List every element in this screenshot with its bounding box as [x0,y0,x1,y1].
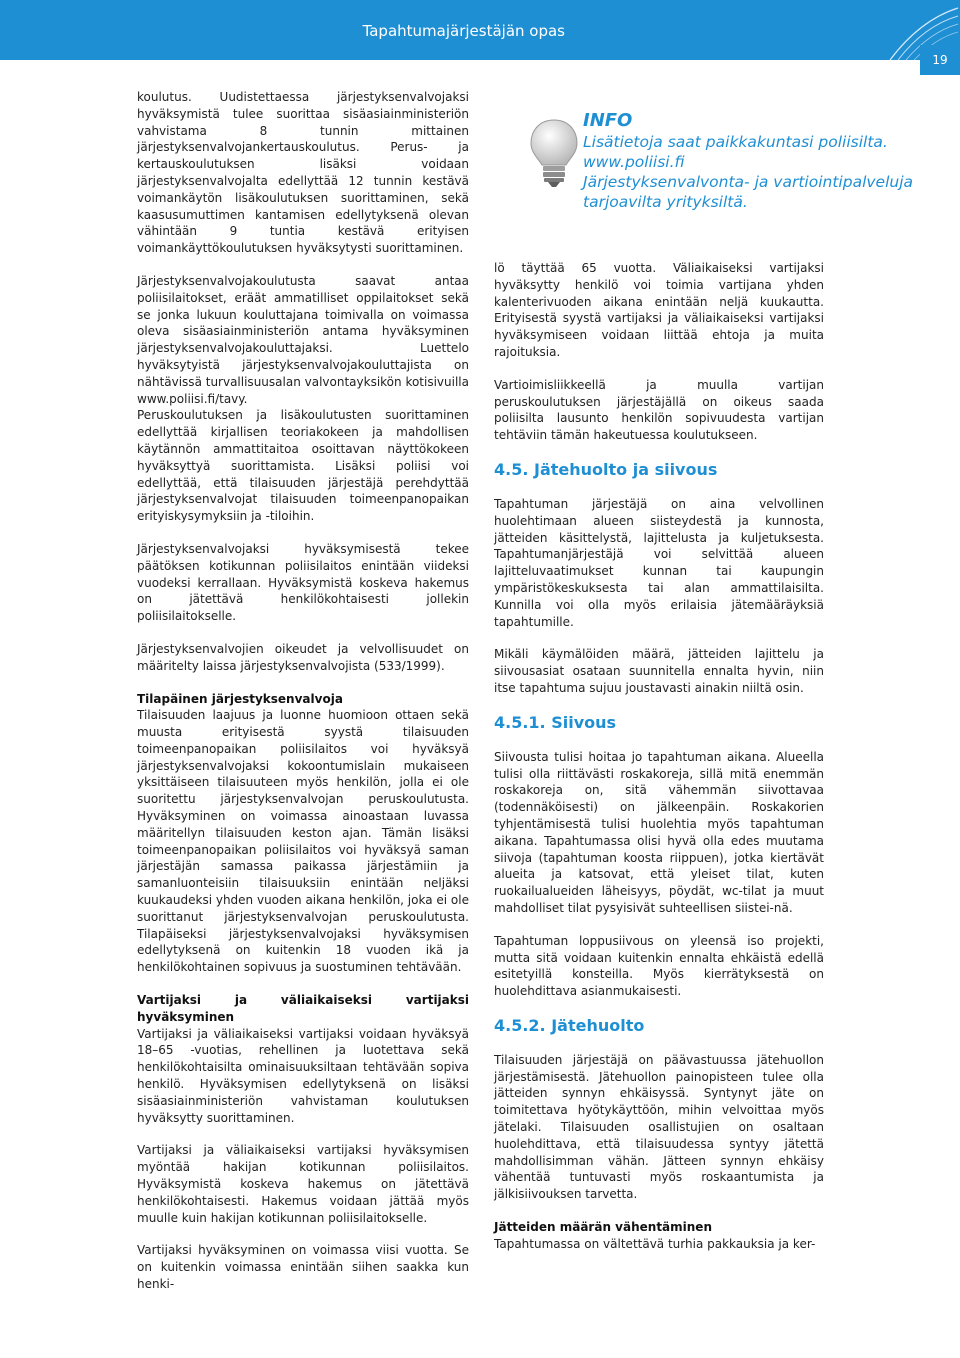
subheading: Tilapäinen järjestyksenvalvoja [137,691,343,706]
info-line: Lisätietoja saat paikkakuntasi poliisilta. [583,133,888,151]
paragraph: Järjestyksenvalvojaksi hyväksymisestä tekee päätöksen kotikunnan poliisilaitos enintään viideksi vuodeksi kerrallaan. Hyväksymistä koskeva hakemus on jätettävä henkilökohtaisesti jollekin poliisilaitokselle. [137,541,469,624]
page-number: 19 [920,45,960,75]
paragraph: Järjestyksenvalvojien oikeudet ja velvollisuudet on määritelty laissa järjestyksenvalvojista (533/1999). [137,641,469,673]
paragraph: Tapahtuman loppusiivous on yleensä iso projekti, mutta sitä voidaan kuitenkin ennalta ehkäistä edellä esitetyillä konsteilla. Myös kierrätyksestä on huolehdittava asianmukaisesti. [494,933,824,999]
right-column [494,260,824,1253]
paragraph: Tilaisuuden järjestäjä on päävastuussa jätehuollon järjestämisestä. Jätehuollon painopisteen tulee olla jätteiden synnyn ehkäisyssä. Syntynyt jäte on toimitettava hyötykäyttöön, mihin velvoittaa myös jätelaki. Tilaisuuden osallistujien on osaltaan huolehdittava, että tilaisuudessa syntyy jätettä mahdollisimman vähän. Jätteen synnyn ehkäisy vähentää tuntuvasti myös roskaantumista ja jälkisiivouksen tarvetta. [494,1052,824,1202]
info-line: tarjoavilta yrityksiltä. [583,193,748,211]
section-heading: 4.5.1. Siivous [494,712,617,732]
paragraph: Vartijaksi ja väliaikaiseksi vartijaksi hyväksymisen myöntää hakijan kotikunnan poliisilaitos. Hyväksymistä koskeva hakemus on jätettävä henkilökohtaisesti. Hakemus voidaan jättää myös muulle kuin hakijan kotikunnan poliisilaitokselle. [137,1143,469,1225]
paragraph: lö täyttää 65 vuotta. Väliaikaiseksi vartijaksi hyväksytty henkilö voi toimia vartijana yhden kalenterivuoden aikana enintään neljä kuukautta. Erityisestä syystä vartijaksi ja väliaikaiseksi vartijaksi hyväksymiseen voidaan liittää ehtoja ja muita rajoituksia. [494,261,824,359]
subheading: Vartijaksi ja väliaikaiseksi vartijaksi hyväksyminen [137,993,469,1024]
left-column [137,89,469,1293]
paragraph: Tapahtuman järjestäjä on aina velvollinen huolehtimaan alueen siisteydestä ja kunnosta, jätteiden käsittelystä, lajittelusta ja kuljetuksesta. Tapahtumanjärjestäjä voi selvittää alueen lajitteluvaatimukset kunnan tai kaupungin ympäristökeskuksesta tai alan ammattilaisilta. Kunnilla voi olla myös erilaisia jätemääräyksiä tapahtumille. [494,496,824,629]
lightbulb-icon [528,118,580,188]
subheading: Jätteiden määrän vähentäminen [494,1220,712,1235]
info-link[interactable]: www.poliisi.fi [583,153,685,171]
paragraph: Vartijaksi hyväksyminen on voimassa viisi vuotta. Se on kuitenkin voimassa enintään siihen saakka kun henki- [137,1243,469,1291]
info-label: INFO [583,110,633,131]
paragraph: Järjestyksenvalvojakoulutusta saavat antaa poliisilaitokset, eräät ammatilliset oppilaitokset sekä se jonka lukuun kouluttajana toimivalla on voimassa oleva sisäasiainministeriön antama hyväksyminen järjestyksenvalvojakouluttajaksi. Luettelo hyväksytyistä järjestyksenvalvojakouluttajista on nähtävissä turvallisuusalan valvontayksikön kotisivuilla www.poliisi.fi/tavy. [137,273,469,406]
paragraph: Siivousta tulisi hoitaa jo tapahtuman aikana. Alueella tulisi olla riittävästi roskakoreja, sillä mitä enemmän roskakoreja on, sitä vähemmän siivottavaa (todennäköisesti) on jälkeenpäin. Roskakorien tyhjentämisestä tulisi huolehtia myös tapahtuman aikana. Tapahtumassa olisi hyvä olla edes muutama siivoja (tapahtuman koosta riippuen), jotka kiertävät alueita ja katsovat, että yleiset tilat, kuten ruokailualueiden läheisyys, pöydät, wc-tilat ja muut mahdolliset tilat pysyisivät suhteellisen siistei-nä. [494,749,824,915]
info-text [583,110,933,212]
paragraph: Vartioimisliikkeellä ja muulla vartijan peruskoulutuksen järjestäjällä on oikeus saada poliisilta lausunto henkilön sopivuudesta vartijan tehtäviin tämän hakeutuessa koulutukseen. [494,377,824,443]
paragraph: Vartijaksi ja väliaikaiseksi vartijaksi voidaan hyväksyä 18–65 -vuotias, rehellinen ja luotettava sekä henkilökohtaisilta ominaisuuksiltaan tehtävään sopiva henkilö. Hyväksymisen edellytyksenä on lisäksi sisäasiainministeriön vahvistaman koulutuksen hyväksytty suorittaminen. [137,1026,469,1125]
header-title: Tapahtumajärjestäjän opas [362,22,565,40]
section-heading: 4.5.2. Jätehuolto [494,1015,645,1035]
section-heading: 4.5. Jätehuolto ja siivous [494,459,718,479]
paragraph: koulutus. Uudistettaessa järjestyksenvalvojaksi hyväksymistä tulee suorittaa sisäasiainministeriön vahvistama 8 tunnin mittainen järjestyksenvalvojankertauskoulutus. Perus- ja kertauskoulutuksen lisäksi voidaan järjestyksenvalvojalta edellyttää 12 tunnin kestävä voimankäytön lisäkoulutuksen suorittaminen, sekä kaasusumuttimen kantamisen edellytyksenä olevan vähintään 9 tuntia kestävä erityisen voimankäyttökoulutuksen hyväksytysti suorittaminen. [137,90,469,256]
info-line: Järjestyksenvalvonta- ja vartiointipalveluja [583,173,914,191]
paragraph: Peruskoulutuksen ja lisäkoulutusten suorittaminen edellyttää kirjallisen teoriakokeen ja mahdollisen käytännön ammattitaitoa osoittavan näyttökokeen hyväksyttyä suorittamista. Lisäksi poliisi voi edellyttää, että tilaisuuden järjestäjä perehdyttää järjestyksenvalvojat tilaisuuden toimeenpanopaikan erityiskysymyksiin ja -tiloihin. [137,408,469,524]
paragraph: Tilaisuuden laajuus ja luonne huomioon ottaen sekä muusta erityisestä syystä tilaisuuden toimeenpanopaikan poliisilaitos voi hyväksyä järjestyksenvalvojaksi kokoontumislain mukaiseen yksittäiseen tilaisuuteen myös henkilön, jolla ei ole suoritettu järjestyksenvalvojan peruskoulutusta. Hyväksyminen on voimassa ainoastaan luvassa määritellyn tilaisuuden keston ajan. Tämän lisäksi toimeenpanopaikan poliisilaitos voi hyväksyä saman järjestäjän samassa paikassa järjestämiin ja samanluonteisiin tilaisuuksiin enintään neljäksi kuukaudeksi yhden vuoden aikana henkilön, joka ei ole suorittanut järjestyksenvalvojan peruskoulutusta. Tilapäiseksi järjestyksenvalvojaksi hyväksymisen edellytyksenä on kuitenkin 18 vuoden ikä ja henkilökohtainen sopivuus ja suostuminen tehtävään. [137,708,469,975]
paragraph: Mikäli käymälöiden määrä, jätteiden lajittelu ja siivousasiat osataan suunnitella ennalta hyvin, niin itse tapahtuma sujuu joustavasti ainakin niiltä osin. [494,647,824,695]
paragraph: Tapahtumassa on vältettävä turhia pakkauksia ja ker- [494,1236,816,1251]
